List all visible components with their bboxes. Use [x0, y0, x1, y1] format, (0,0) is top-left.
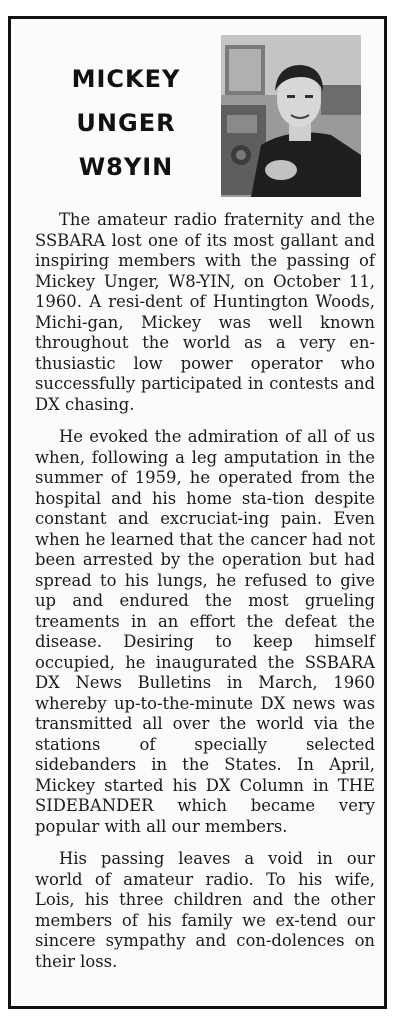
- name-block: [41, 57, 211, 189]
- obituary-text: [35, 210, 375, 984]
- callsign: W8YIN: [78, 153, 174, 181]
- name-first: MICKEY: [71, 65, 181, 93]
- portrait-photo: [221, 35, 361, 197]
- paragraph-3: His passing leaves a void in our world of amateur radio. To his wife, Lois, his three children and the other members of his family we ex-tend our sincere sympathy and con-dolences on their loss.: [35, 849, 375, 971]
- obituary-frame: [8, 16, 387, 1009]
- portrait-image: [221, 35, 361, 197]
- name-last: UNGER: [76, 109, 176, 137]
- paragraph-2: He evoked the admiration of all of us when, following a leg amputation in the summer of 1959, he operated from the hospital and his home sta-tion despite constant and excruciat-ing pain. Even when he learned that the cancer had not been arrested by the operation but had spread to his lungs, he refused to give up and endured the most grueling treaments in an effort the defeat the disease. Desiring to keep himself occupied, he inaugurated the SSBARA DX News Bulletins in March, 1960 whereby up-to-the-minute DX news was transmitted all over the world via the stations of specially selected sidebanders in the States. In April, Mickey started his DX Column in THE SIDEBANDER which became very popular with all our members.: [35, 427, 375, 836]
- paragraph-1: The amateur radio fraternity and the SSBARA lost one of its most gallant and inspiring members with the passing of Mickey Unger, W8-YIN, on October 11, 1960. A resi-dent of Huntington Woods, Michi-gan, Mickey was well known throughout the world as a very en-thusiastic low power operator who successfully participated in contests and DX chasing.: [35, 210, 375, 414]
- header: [11, 19, 384, 199]
